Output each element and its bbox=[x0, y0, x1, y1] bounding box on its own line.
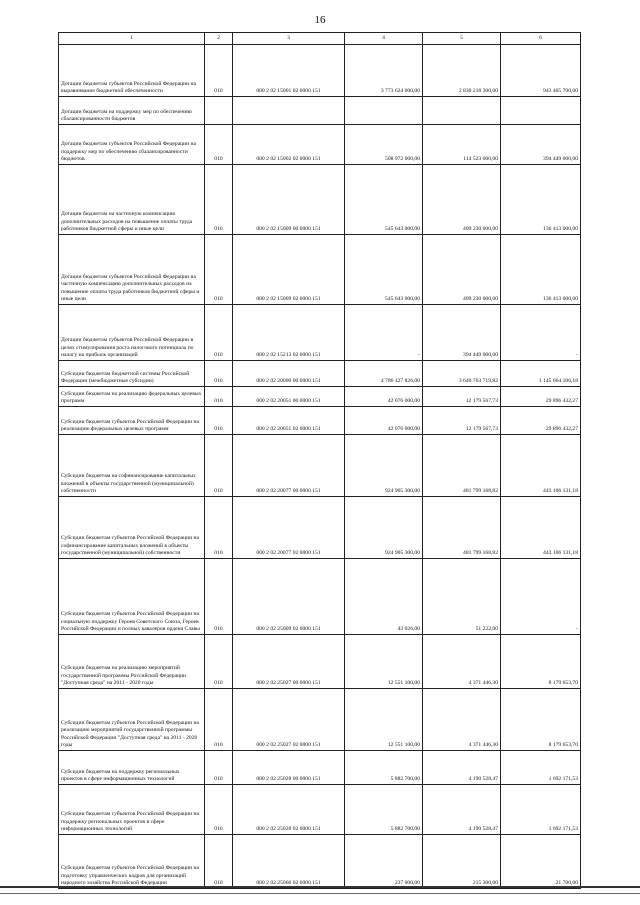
row-value-col6: 394 449 000,00 bbox=[501, 125, 581, 165]
table-row bbox=[59, 361, 581, 387]
row-description: Субсидии бюджетам субъектов Российской Федерации на реализацию мероприятий государственной программы Российской Федерации "Доступная среда" на 2011 - 2020 годы bbox=[59, 689, 205, 751]
row-value-col6: 21 700,00 bbox=[501, 835, 581, 889]
row-description: Дотации бюджетам субъектов Российской Федерации на поддержку мер по обеспечению сбалансированности бюджетов bbox=[59, 125, 205, 165]
row-value-col6: 1 692 171,53 bbox=[501, 751, 581, 785]
row-description: Дотации бюджетам субъектов Российской Федерации на частичную компенсацию дополнительных расходов на повышение оплаты труда работников бюджетной сферы и иные цели bbox=[59, 235, 205, 305]
row-value-col6: 136 413 000,00 bbox=[501, 165, 581, 235]
row-code: 010 bbox=[205, 165, 233, 235]
table-row bbox=[59, 407, 581, 435]
table-row bbox=[59, 165, 581, 235]
row-code: 010 bbox=[205, 435, 233, 497]
row-budget-code: 000 2 02 20051 00 0000 151 bbox=[233, 387, 345, 407]
table-row bbox=[59, 125, 581, 165]
row-description: Субсидии бюджетам бюджетной системы Российской Федерации (межбюджетные субсидии) bbox=[59, 361, 205, 387]
row-budget-code: 000 2 02 25009 02 0000 151 bbox=[233, 559, 345, 635]
row-value-col6: 29 896 432,27 bbox=[501, 387, 581, 407]
row-value-col4: 545 643 000,00 bbox=[345, 235, 423, 305]
budget-table bbox=[58, 32, 581, 889]
row-value-col6: 8 179 653,70 bbox=[501, 689, 581, 751]
row-budget-code: 000 2 02 15009 02 0000 151 bbox=[233, 235, 345, 305]
row-description: Субсидии бюджетам на софинансирование капитальных вложений в объекты государственной (муниципальной) собственности bbox=[59, 435, 205, 497]
row-code: 010 bbox=[205, 125, 233, 165]
row-value-col6: 443 106 131,18 bbox=[501, 497, 581, 559]
row-budget-code: 000 2 02 25066 02 0000 151 bbox=[233, 835, 345, 889]
row-description: Субсидии бюджетам субъектов Российской Федерации на поддержку региональных проектов в сфере информационных технологий bbox=[59, 785, 205, 835]
row-value-col6: - bbox=[501, 559, 581, 635]
table-row bbox=[59, 689, 581, 751]
row-description: Субсидии бюджетам субъектов Российской Федерации на реализацию федеральных целевых программ bbox=[59, 407, 205, 435]
row-value-col5: 4 371 446,30 bbox=[423, 635, 501, 689]
row-code: 010 bbox=[205, 305, 233, 361]
row-value-col6: 943 405 700,00 bbox=[501, 45, 581, 97]
row-value-col4: 3 773 624 000,00 bbox=[345, 45, 423, 97]
table-row bbox=[59, 835, 581, 889]
table-row bbox=[59, 751, 581, 785]
row-value-col4: 5 882 700,00 bbox=[345, 751, 423, 785]
column-header: 6 bbox=[501, 33, 581, 45]
row-budget-code: 000 2 02 15213 02 0000 151 bbox=[233, 305, 345, 361]
row-budget-code: 000 2 02 15002 02 0000 151 bbox=[233, 125, 345, 165]
row-value-col4: 12 551 100,00 bbox=[345, 635, 423, 689]
row-code: 010 bbox=[205, 361, 233, 387]
table-row bbox=[59, 387, 581, 407]
row-description: Дотации бюджетам на поддержку мер по обеспечению сбалансированности бюджетов bbox=[59, 97, 205, 125]
header-row bbox=[59, 33, 581, 45]
row-value-col6: 29 896 432,27 bbox=[501, 407, 581, 435]
row-budget-code: 000 2 02 25028 00 0000 151 bbox=[233, 751, 345, 785]
row-budget-code bbox=[233, 97, 345, 125]
table-row bbox=[59, 45, 581, 97]
row-code: 010 bbox=[205, 387, 233, 407]
bottom-rule-thin bbox=[0, 893, 640, 894]
row-description: Субсидии бюджетам на реализацию мероприятий государственной программы Российской Федерации "Доступная среда" на 2011 - 2020 годы bbox=[59, 635, 205, 689]
page-number: 16 bbox=[314, 14, 326, 26]
column-header: 2 bbox=[205, 33, 233, 45]
row-value-col4: 4 786 427 826,00 bbox=[345, 361, 423, 387]
row-value-col4: 42 076 000,00 bbox=[345, 387, 423, 407]
row-description: Дотации бюджетам на частичную компенсацию дополнительных расходов на повышение оплаты труда работников бюджетной сферы и иные цели bbox=[59, 165, 205, 235]
row-code: 010 bbox=[205, 559, 233, 635]
column-header: 5 bbox=[423, 33, 501, 45]
row-value-col6 bbox=[501, 97, 581, 125]
row-value-col5: 481 799 168,82 bbox=[423, 435, 501, 497]
row-code: 010 bbox=[205, 751, 233, 785]
row-value-col4: 924 905 300,00 bbox=[345, 435, 423, 497]
row-code: 010 bbox=[205, 497, 233, 559]
row-value-col5: 4 371 446,30 bbox=[423, 689, 501, 751]
row-description: Дотации бюджетам субъектов Российской Федерации на выравнивание бюджетной обеспеченности bbox=[59, 45, 205, 97]
row-budget-code: 000 2 02 20051 02 0000 151 bbox=[233, 407, 345, 435]
row-value-col5: 2 830 218 300,00 bbox=[423, 45, 501, 97]
row-value-col5 bbox=[423, 97, 501, 125]
table-row bbox=[59, 435, 581, 497]
row-value-col5: 12 179 567,73 bbox=[423, 387, 501, 407]
row-budget-code: 000 2 02 15001 02 0000 151 bbox=[233, 45, 345, 97]
row-value-col6: 136 413 000,00 bbox=[501, 235, 581, 305]
row-value-col4: 42 076 000,00 bbox=[345, 407, 423, 435]
row-value-col5: 409 230 000,00 bbox=[423, 165, 501, 235]
row-description: Субсидии бюджетам субъектов Российской Федерации на подготовку управленческих кадров для организаций народного хозяйства Российской Федерации bbox=[59, 835, 205, 889]
row-budget-code: 000 2 02 20077 00 0000 151 bbox=[233, 435, 345, 497]
row-value-col5: 3 640 763 719,82 bbox=[423, 361, 501, 387]
bottom-rule bbox=[0, 886, 640, 888]
row-budget-code: 000 2 02 20000 00 0000 151 bbox=[233, 361, 345, 387]
table-row bbox=[59, 785, 581, 835]
column-header: 4 bbox=[345, 33, 423, 45]
row-value-col4: 12 551 100,00 bbox=[345, 689, 423, 751]
row-value-col6: 8 179 653,70 bbox=[501, 635, 581, 689]
table-row bbox=[59, 635, 581, 689]
row-description: Субсидии бюджетам субъектов Российской Федерации на социальную поддержку Героев Советского Союза, Героев Российской Федерации и полных кавалеров ордена Славы bbox=[59, 559, 205, 635]
row-budget-code: 000 2 02 15009 00 0000 151 bbox=[233, 165, 345, 235]
row-description: Субсидии бюджетам на реализацию федеральных целевых программ bbox=[59, 387, 205, 407]
row-value-col6: - bbox=[501, 305, 581, 361]
row-value-col5: 114 523 000,00 bbox=[423, 125, 501, 165]
row-budget-code: 000 2 02 25027 00 0000 151 bbox=[233, 635, 345, 689]
row-description: Дотации бюджетам субъектов Российской Федерации в целях стимулирования роста налогового потенциала по налогу на прибыль организаций bbox=[59, 305, 205, 361]
table-row bbox=[59, 235, 581, 305]
row-value-col4: 43 026,00 bbox=[345, 559, 423, 635]
row-value-col5: 4 190 528,47 bbox=[423, 751, 501, 785]
row-code: 010 bbox=[205, 45, 233, 97]
row-value-col5: 215 300,00 bbox=[423, 835, 501, 889]
row-value-col4 bbox=[345, 97, 423, 125]
row-code: 010 bbox=[205, 235, 233, 305]
row-value-col5: 4 190 528,47 bbox=[423, 785, 501, 835]
row-value-col5: 51 222,00 bbox=[423, 559, 501, 635]
row-value-col4: 5 882 700,00 bbox=[345, 785, 423, 835]
row-budget-code: 000 2 02 25027 02 0000 151 bbox=[233, 689, 345, 751]
row-budget-code: 000 2 02 20077 02 0000 151 bbox=[233, 497, 345, 559]
table-row bbox=[59, 559, 581, 635]
row-budget-code: 000 2 02 25028 02 0000 151 bbox=[233, 785, 345, 835]
row-code: 010 bbox=[205, 407, 233, 435]
table-row bbox=[59, 497, 581, 559]
column-header: 1 bbox=[59, 33, 205, 45]
row-value-col5: 481 799 168,82 bbox=[423, 497, 501, 559]
row-value-col5: 409 230 000,00 bbox=[423, 235, 501, 305]
row-code: 010 bbox=[205, 689, 233, 751]
row-value-col4: 508 972 000,00 bbox=[345, 125, 423, 165]
table-row bbox=[59, 305, 581, 361]
row-value-col4: 545 643 000,00 bbox=[345, 165, 423, 235]
row-value-col6: 1 692 171,53 bbox=[501, 785, 581, 835]
row-value-col5: 394 449 000,00 bbox=[423, 305, 501, 361]
row-value-col4: - bbox=[345, 305, 423, 361]
row-value-col4: 924 905 300,00 bbox=[345, 497, 423, 559]
row-description: Субсидии бюджетам на поддержку региональных проектов в сфере информационных технологий bbox=[59, 751, 205, 785]
row-description: Субсидии бюджетам субъектов Российской Федерации на софинансирование капитальных вложений в объекты государственной (муниципальной) собственности bbox=[59, 497, 205, 559]
table-row bbox=[59, 97, 581, 125]
row-value-col5: 12 179 567,73 bbox=[423, 407, 501, 435]
row-value-col4: 237 000,00 bbox=[345, 835, 423, 889]
row-value-col6: 1 145 664 106,18 bbox=[501, 361, 581, 387]
row-code: 010 bbox=[205, 835, 233, 889]
row-code: 010 bbox=[205, 635, 233, 689]
row-value-col6: 443 106 131,18 bbox=[501, 435, 581, 497]
row-code bbox=[205, 97, 233, 125]
column-header: 3 bbox=[233, 33, 345, 45]
row-code: 010 bbox=[205, 785, 233, 835]
